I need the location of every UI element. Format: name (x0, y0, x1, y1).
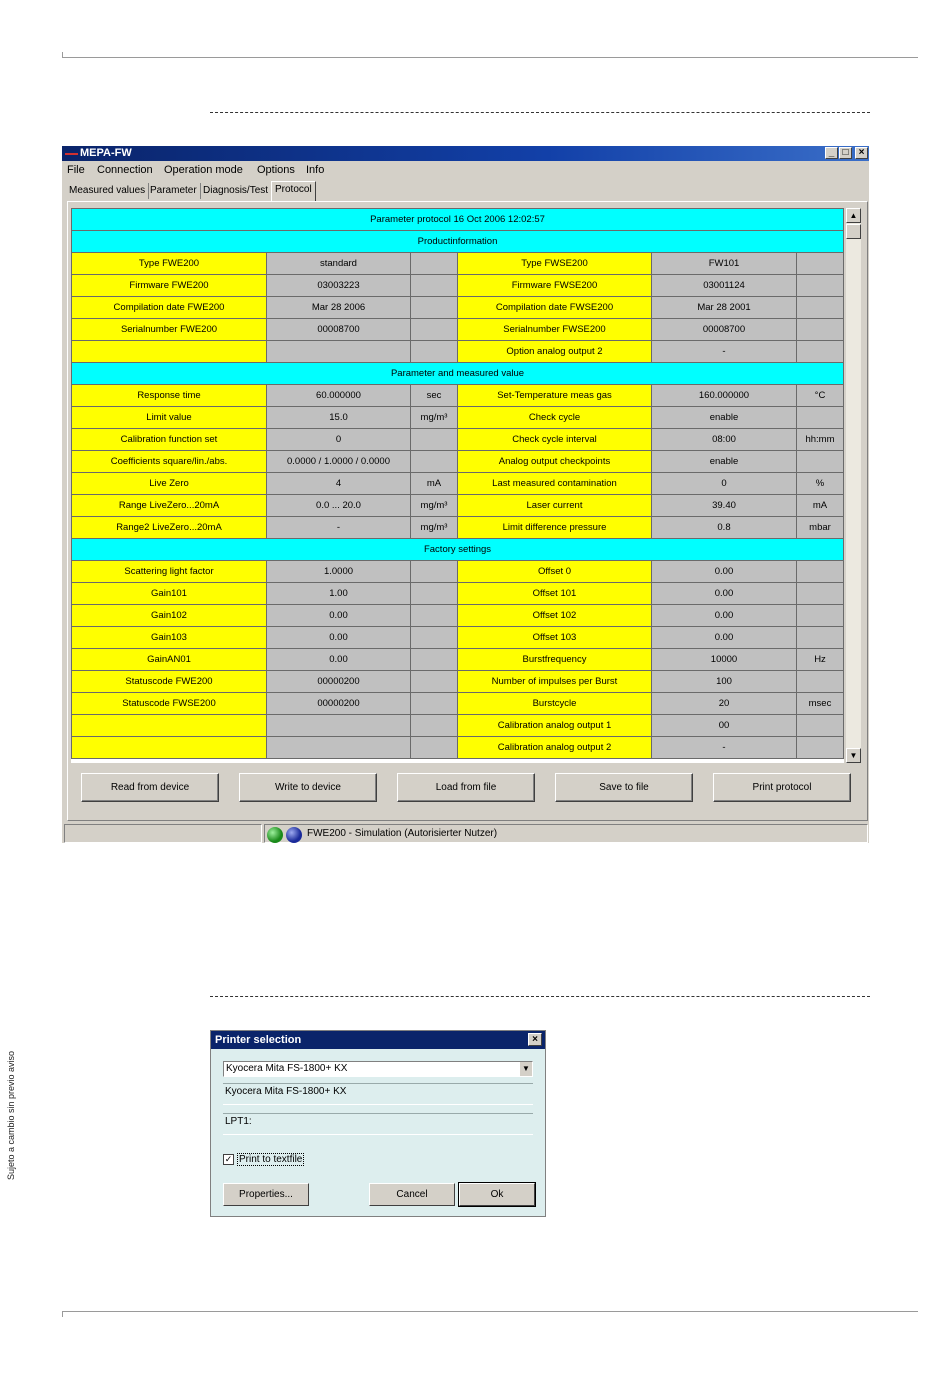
tab-diagnosis-test[interactable]: Diagnosis/Test (200, 183, 272, 199)
side-note (4, 1030, 18, 1180)
param-unit (410, 450, 458, 473)
param-label: Limit difference pressure (457, 516, 652, 539)
param-value: 160.000000 (651, 384, 797, 407)
param-unit (410, 274, 458, 297)
maximize-button[interactable]: □ (839, 147, 852, 159)
status-pane-main (264, 824, 868, 843)
printer-selection-dialog (210, 1030, 546, 1217)
properties-button[interactable]: Properties... (223, 1183, 309, 1206)
param-label: Statuscode FWE200 (71, 670, 267, 693)
side-note-text: Sujeto a cambio sin previo aviso (6, 1050, 16, 1180)
scroll-thumb[interactable] (846, 224, 861, 239)
status-text: FWE200 - Simulation (Autorisierter Nutzer) (307, 828, 498, 839)
section-divider-2 (210, 996, 870, 997)
param-unit (410, 604, 458, 627)
param-value: 0.00 (651, 560, 797, 583)
param-label: GainAN01 (71, 648, 267, 671)
param-label: Compilation date FWSE200 (457, 296, 652, 319)
param-unit (410, 340, 458, 363)
param-unit (796, 340, 844, 363)
param-unit (796, 274, 844, 297)
param-label: Offset 103 (457, 626, 652, 649)
param-label: Gain101 (71, 582, 267, 605)
param-label: Type FWE200 (71, 252, 267, 275)
printer-select-value: Kyocera Mita FS-1800+ KX (226, 1063, 348, 1074)
param-label: Live Zero (71, 472, 267, 495)
param-unit (796, 450, 844, 473)
section-divider-1 (210, 112, 870, 113)
param-label (71, 340, 267, 363)
app-icon (65, 153, 78, 155)
scroll-down-icon[interactable]: ▼ (846, 748, 861, 763)
param-unit: mbar (796, 516, 844, 539)
param-value: 03003223 (266, 274, 411, 297)
param-unit: Hz (796, 648, 844, 671)
param-label: Last measured contamination (457, 472, 652, 495)
param-value: 15.0 (266, 406, 411, 429)
param-value: 20 (651, 692, 797, 715)
param-unit (796, 318, 844, 341)
load-from-file-button[interactable]: Load from file (397, 773, 535, 802)
param-unit (796, 582, 844, 605)
param-label: Type FWSE200 (457, 252, 652, 275)
param-unit (796, 670, 844, 693)
param-label: Number of impulses per Burst (457, 670, 652, 693)
param-unit: mg/m³ (410, 516, 458, 539)
param-unit (410, 670, 458, 693)
param-value: 00 (651, 714, 797, 737)
param-value (266, 736, 411, 759)
cancel-button[interactable]: Cancel (369, 1183, 455, 1206)
vertical-scrollbar[interactable] (846, 208, 861, 763)
param-value: 00008700 (266, 318, 411, 341)
param-label: Gain102 (71, 604, 267, 627)
param-label: Burstcycle (457, 692, 652, 715)
param-value: 4 (266, 472, 411, 495)
param-label: Range2 LiveZero...20mA (71, 516, 267, 539)
window-title: MEPA-FW (80, 147, 132, 159)
param-label: Serialnumber FWE200 (71, 318, 267, 341)
param-value: 0.0 ... 20.0 (266, 494, 411, 517)
param-value: - (266, 516, 411, 539)
page-top-rule (62, 57, 918, 58)
read-from-device-button[interactable]: Read from device (81, 773, 219, 802)
param-unit (796, 560, 844, 583)
param-value: 00000200 (266, 670, 411, 693)
param-unit: % (796, 472, 844, 495)
page-top-tick (62, 52, 63, 58)
printer-port-field: LPT1: (223, 1113, 533, 1135)
title-bar[interactable] (62, 146, 869, 161)
param-label: Scattering light factor (71, 560, 267, 583)
minimize-button[interactable]: _ (825, 147, 838, 159)
param-unit (410, 714, 458, 737)
param-unit: sec (410, 384, 458, 407)
param-unit (796, 252, 844, 275)
param-unit: mA (410, 472, 458, 495)
param-value: Mar 28 2001 (651, 296, 797, 319)
param-label: Option analog output 2 (457, 340, 652, 363)
param-unit: hh:mm (796, 428, 844, 451)
param-value: 03001124 (651, 274, 797, 297)
checkbox-check-icon[interactable]: ✓ (224, 1154, 233, 1164)
page-bottom-tick (62, 1311, 63, 1317)
print-to-textfile-label[interactable]: Print to textfile (239, 1154, 303, 1165)
param-unit (796, 736, 844, 759)
param-value: 0.00 (266, 604, 411, 627)
param-label: Set-Temperature meas gas (457, 384, 652, 407)
status-pane-left (64, 824, 262, 843)
param-label: Offset 102 (457, 604, 652, 627)
param-unit (796, 604, 844, 627)
param-value: 60.000000 (266, 384, 411, 407)
tab-protocol[interactable]: Protocol (271, 181, 316, 202)
menu-connection[interactable]: Connection (97, 164, 153, 176)
param-value: 00000200 (266, 692, 411, 715)
param-label: Calibration function set (71, 428, 267, 451)
menu-file[interactable]: File (67, 164, 85, 176)
param-value: FW101 (651, 252, 797, 275)
param-unit (410, 626, 458, 649)
tab-parameter[interactable]: Parameter (147, 183, 201, 199)
param-label: Calibration analog output 2 (457, 736, 652, 759)
param-value: Mar 28 2006 (266, 296, 411, 319)
param-unit (796, 626, 844, 649)
param-unit (410, 736, 458, 759)
printer-name-field: Kyocera Mita FS-1800+ KX (223, 1083, 533, 1105)
param-unit: mA (796, 494, 844, 517)
param-value: 1.0000 (266, 560, 411, 583)
param-unit: °C (796, 384, 844, 407)
param-label: Analog output checkpoints (457, 450, 652, 473)
param-value: 39.40 (651, 494, 797, 517)
param-value: 0.00 (651, 604, 797, 627)
connection-led-blue-icon (286, 827, 302, 843)
chevron-down-icon[interactable]: ▼ (520, 1062, 532, 1076)
param-label (71, 714, 267, 737)
param-label: Statuscode FWSE200 (71, 692, 267, 715)
param-label: Coefficients square/lin./abs. (71, 450, 267, 473)
param-label: Serialnumber FWSE200 (457, 318, 652, 341)
menu-operation-mode[interactable]: Operation mode (164, 164, 243, 176)
param-value: 0.00 (266, 648, 411, 671)
param-unit: msec (796, 692, 844, 715)
tab-strip (62, 181, 869, 200)
param-value: 0.0000 / 1.0000 / 0.0000 (266, 450, 411, 473)
param-value: standard (266, 252, 411, 275)
param-unit (410, 648, 458, 671)
param-value: 0.00 (651, 626, 797, 649)
print-protocol-button[interactable]: Print protocol (713, 773, 851, 802)
param-unit (410, 692, 458, 715)
param-value: 100 (651, 670, 797, 693)
param-unit (796, 296, 844, 319)
param-value: enable (651, 450, 797, 473)
param-value: enable (651, 406, 797, 429)
section-header: Productinformation (71, 230, 844, 253)
param-unit: mg/m³ (410, 406, 458, 429)
printer-select[interactable] (223, 1061, 533, 1077)
param-label: Calibration analog output 1 (457, 714, 652, 737)
param-label: Compilation date FWE200 (71, 296, 267, 319)
param-unit (410, 296, 458, 319)
param-value: - (651, 736, 797, 759)
param-unit (796, 714, 844, 737)
param-value: 10000 (651, 648, 797, 671)
scroll-up-icon[interactable]: ▲ (846, 208, 861, 223)
param-value: 0.00 (651, 582, 797, 605)
param-label: Check cycle interval (457, 428, 652, 451)
tab-measured-values[interactable]: Measured values (66, 183, 149, 199)
ok-button[interactable]: Ok (459, 1183, 535, 1206)
protocol-table[interactable] (71, 208, 844, 763)
param-value: 00008700 (651, 318, 797, 341)
param-unit (796, 406, 844, 429)
param-value (266, 714, 411, 737)
param-label: Offset 101 (457, 582, 652, 605)
param-label: Check cycle (457, 406, 652, 429)
param-unit (410, 560, 458, 583)
status-bar (62, 824, 869, 843)
menu-info[interactable]: Info (306, 164, 325, 176)
save-to-file-button[interactable]: Save to file (555, 773, 693, 802)
param-label: Limit value (71, 406, 267, 429)
param-label: Offset 0 (457, 560, 652, 583)
connection-led-green-icon (267, 827, 283, 843)
mepa-fw-window (62, 146, 869, 843)
param-label: Gain103 (71, 626, 267, 649)
menu-options[interactable]: Options (257, 164, 295, 176)
param-unit (410, 318, 458, 341)
dialog-close-icon[interactable]: × (528, 1033, 542, 1046)
param-value: 0 (266, 428, 411, 451)
param-label: Laser current (457, 494, 652, 517)
param-unit: mg/m³ (410, 494, 458, 517)
param-value: 08:00 (651, 428, 797, 451)
param-value: 1.00 (266, 582, 411, 605)
section-header: Factory settings (71, 538, 844, 561)
menu-bar (62, 162, 869, 179)
close-button[interactable]: × (855, 147, 868, 159)
protocol-header: Parameter protocol 16 Oct 2006 12:02:57 (71, 208, 844, 231)
param-label: Response time (71, 384, 267, 407)
dialog-title-bar[interactable] (211, 1031, 545, 1049)
param-value: - (651, 340, 797, 363)
param-label: Burstfrequency (457, 648, 652, 671)
param-value (266, 340, 411, 363)
section-header: Parameter and measured value (71, 362, 844, 385)
param-value: 0.00 (266, 626, 411, 649)
param-value: 0.8 (651, 516, 797, 539)
param-label (71, 736, 267, 759)
param-label: Firmware FWE200 (71, 274, 267, 297)
dialog-title: Printer selection (215, 1034, 302, 1046)
param-unit (410, 252, 458, 275)
write-to-device-button[interactable]: Write to device (239, 773, 377, 802)
param-label: Firmware FWSE200 (457, 274, 652, 297)
param-unit (410, 582, 458, 605)
param-value: 0 (651, 472, 797, 495)
page-bottom-rule (62, 1311, 918, 1312)
param-unit (410, 428, 458, 451)
param-label: Range LiveZero...20mA (71, 494, 267, 517)
